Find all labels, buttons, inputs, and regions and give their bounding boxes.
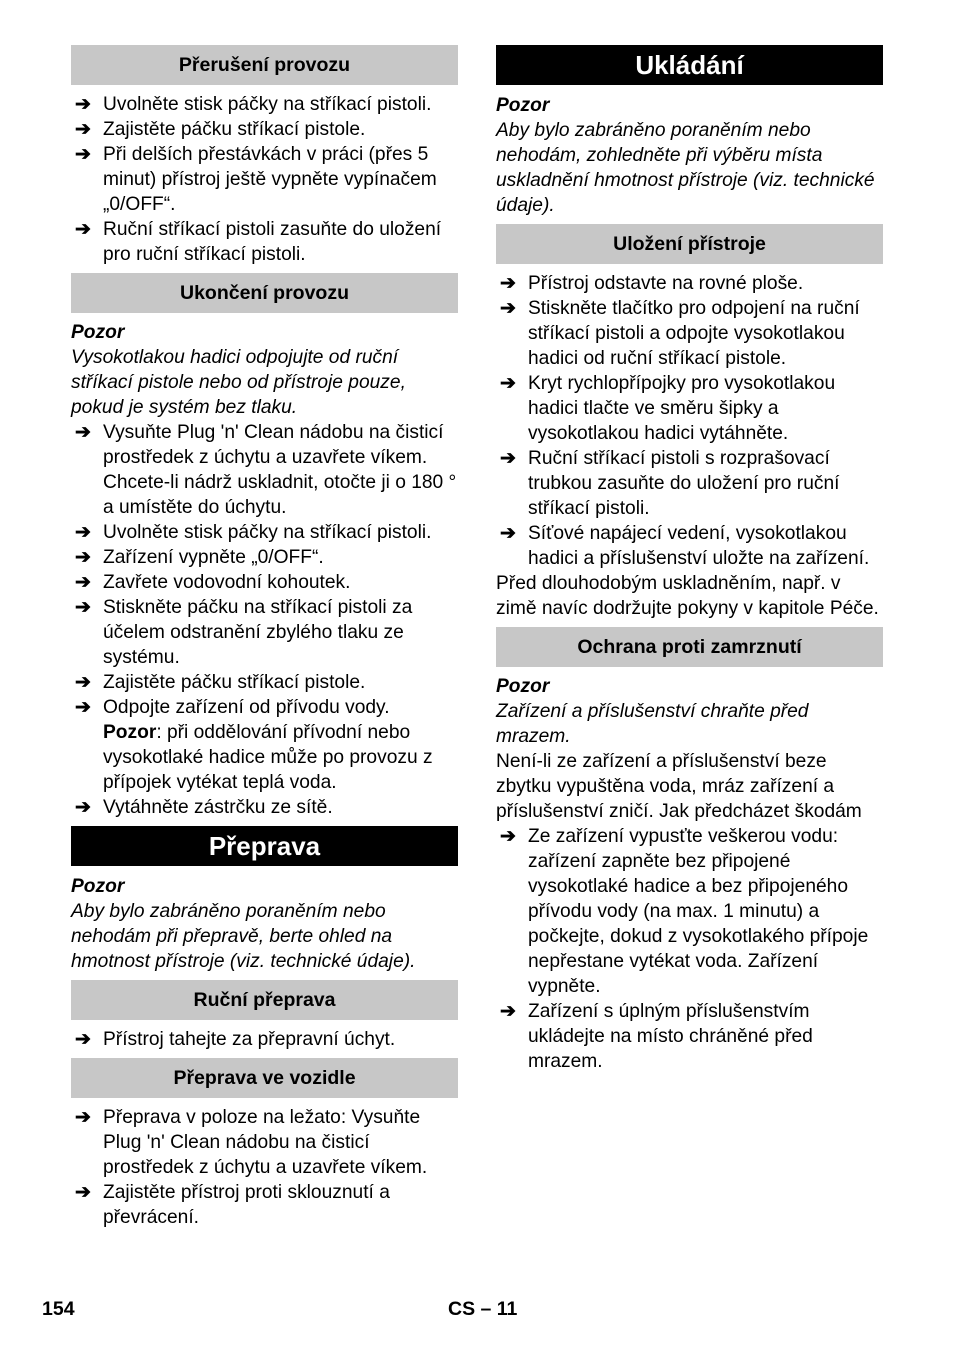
list-item: ➔ Při delších přestávkách v práci (přes 5 minut) přístroj ještě vypněte vypínačem „0/OFF“. [75, 144, 437, 215]
section-code: CS – 11 [448, 1298, 518, 1320]
list-item: ➔ Přeprava v poloze na ležato: Vysuňte Plug 'n' Clean nádobu na čisticí prostředek z úchytu a uzavřete víkem. [75, 1107, 428, 1178]
note-title: Pozor [496, 95, 550, 116]
arrow-right-icon: ➔ [500, 298, 517, 319]
list-item: ➔ Přístroj tahejte za přepravní úchyt. [75, 1029, 396, 1050]
arrow-right-icon: ➔ [500, 373, 517, 394]
arrow-right-icon: ➔ [500, 448, 517, 469]
note-title: Pozor [71, 322, 125, 343]
arrow-right-icon: ➔ [500, 826, 517, 847]
list-item: ➔ Vytáhněte zástrčku ze sítě. [75, 797, 333, 818]
list-rucni-preprava [71, 1027, 458, 1052]
list-item: ➔ Stiskněte tlačítko pro odpojení na ruční stříkací pistoli a odpojte vysokotlakou hadici od ruční stříkací pistole. [500, 298, 860, 369]
heading-preruseni-provozu: Přerušení provozu [71, 45, 458, 85]
note-text: Aby bylo zabráněno poraněním nebo nehodám při přepravě, berte ohled na hmotnost přístroje (viz. technické údaje). [71, 901, 416, 972]
arrow-right-icon: ➔ [75, 119, 92, 140]
heading-ukladani: Ukládání [496, 45, 883, 85]
arrow-right-icon: ➔ [75, 797, 92, 818]
note-text: Zařízení a příslušenství chraňte před mrazem. [496, 701, 809, 747]
paragraph: Před dlouhodobým uskladněním, např. v zimě navíc dodržujte pokyny v kapitole Péče. [496, 573, 879, 619]
list-item: ➔ Zajistěte přístroj proti sklouznutí a převrácení. [75, 1182, 390, 1228]
arrow-right-icon: ➔ [500, 523, 517, 544]
list-ochrana-proti-zamrznuti [496, 824, 883, 1074]
list-item: ➔ Odpojte zařízení od přívodu vody. Pozor: při oddělování přívodní nebo vysokotlaké hadice může po provozu z přípojek vytékat teplá voda. [75, 697, 433, 793]
list-item: ➔ Stiskněte páčku na stříkací pistoli za účelem odstranění zbylého tlaku ze systému. [75, 597, 413, 668]
list-item: ➔ Zařízení vypněte „0/OFF“. [75, 547, 324, 568]
arrow-right-icon: ➔ [75, 422, 92, 443]
arrow-right-icon: ➔ [500, 1001, 517, 1022]
list-item: ➔ Ruční stříkací pistoli s rozprašovací trubkou zasuňte do uložení pro ruční stříkací pistoli. [500, 448, 840, 519]
list-item: ➔ Kryt rychlopřípojky pro vysokotlakou hadici tlačte ve směru šipky a vysokotlakou hadici vytáhněte. [500, 373, 836, 444]
list-item: ➔ Přístroj odstavte na rovné ploše. [500, 273, 804, 294]
arrow-right-icon: ➔ [75, 1182, 92, 1203]
list-item: ➔ Síťové napájecí vedení, vysokotlakou hadici a příslušenství uložte na zařízení. [500, 523, 870, 569]
arrow-right-icon: ➔ [75, 547, 92, 568]
list-item: ➔ Vysuňte Plug 'n' Clean nádobu na čisticí prostředek z úchytu a uzavřete víkem. Chcete-li nádrž uskladnit, otočte ji o 180 ° a umístěte do úchytu. [75, 422, 457, 518]
arrow-right-icon: ➔ [75, 697, 92, 718]
left-column [71, 45, 458, 1230]
arrow-right-icon: ➔ [75, 522, 92, 543]
list-ulozeni-pristroje [496, 271, 883, 571]
heading-ukonceni-provozu: Ukončení provozu [71, 273, 458, 313]
list-item: ➔ Zařízení s úplným příslušenstvím ukládejte na místo chráněné před mrazem. [500, 1001, 813, 1072]
list-item: ➔ Uvolněte stisk páčky na stříkací pistoli. [75, 522, 432, 543]
arrow-right-icon: ➔ [75, 94, 92, 115]
paragraph: Není-li ze zařízení a příslušenství beze zbytku vypuštěna voda, mráz zařízení a příslušenství zničí. Jak předcházet škodám [496, 751, 862, 822]
heading-preprava: Přeprava [71, 826, 458, 866]
list-ukonceni-provozu [71, 420, 458, 820]
arrow-right-icon: ➔ [75, 144, 92, 165]
list-item: ➔ Zajistěte páčku stříkací pistole. [75, 119, 366, 140]
note-text: Vysokotlakou hadici odpojujte od ruční stříkací pistole nebo od přístroje pouze, pokud je systém bez tlaku. [71, 347, 406, 418]
arrow-right-icon: ➔ [500, 273, 517, 294]
arrow-right-icon: ➔ [75, 1029, 92, 1050]
heading-ochrana-proti-zamrznuti: Ochrana proti zamrznutí [496, 627, 883, 667]
warning-label: Pozor [103, 722, 157, 743]
list-item: ➔ Uvolněte stisk páčky na stříkací pistoli. [75, 94, 432, 115]
note-title: Pozor [71, 876, 125, 897]
note-title: Pozor [496, 676, 550, 697]
right-column [496, 45, 883, 1074]
arrow-right-icon: ➔ [75, 572, 92, 593]
arrow-right-icon: ➔ [75, 1107, 92, 1128]
list-item: ➔ Ze zařízení vypusťte veškerou vodu: zařízení zapněte bez připojené vysokotlaké hadice a bez připojeného přívodu vody (na max. 1 minutu) a počkejte, dokud z vysokotlakého přípoje nepřestane vytékat voda. Zařízení vypněte. [500, 826, 869, 997]
heading-ulozeni-pristroje: Uložení přístroje [496, 224, 883, 264]
arrow-right-icon: ➔ [75, 219, 92, 240]
list-preprava-ve-vozidle [71, 1105, 458, 1230]
arrow-right-icon: ➔ [75, 672, 92, 693]
list-preruseni-provozu [71, 92, 458, 267]
heading-preprava-ve-vozidle: Přeprava ve vozidle [71, 1058, 458, 1098]
note-text: Aby bylo zabráněno poraněním nebo nehodám, zohledněte při výběru místa uskladnění hmotnost přístroje (viz. technické údaje). [496, 120, 875, 216]
list-item: ➔ Ruční stříkací pistoli zasuňte do uložení pro ruční stříkací pistoli. [75, 219, 442, 265]
list-item: ➔ Zajistěte páčku stříkací pistole. [75, 672, 366, 693]
list-item: ➔ Zavřete vodovodní kohoutek. [75, 572, 351, 593]
heading-rucni-preprava: Ruční přeprava [71, 980, 458, 1020]
arrow-right-icon: ➔ [75, 597, 92, 618]
page-number: 154 [42, 1298, 75, 1320]
